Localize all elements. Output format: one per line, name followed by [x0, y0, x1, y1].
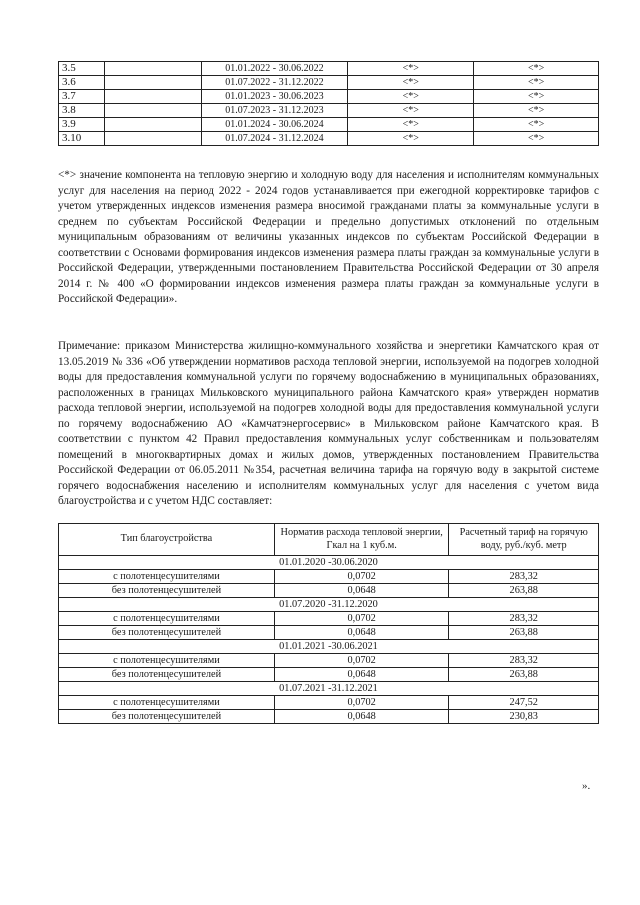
- header-tariff: Расчетный тариф на горячую воду, руб./куб. метр: [449, 524, 599, 556]
- value-cell: <*>: [474, 132, 599, 146]
- row-number: 3.7: [59, 90, 105, 104]
- type-cell: с полотенцесушителями: [59, 570, 275, 584]
- tariff-row: [59, 626, 599, 640]
- component-table-body: [59, 62, 599, 146]
- value-cell: <*>: [348, 132, 474, 146]
- period-cell: 01.07.2023 - 31.12.2023: [201, 104, 348, 118]
- period-cell: 01.07.2024 - 31.12.2024: [201, 132, 348, 146]
- period-label: 01.01.2021 -30.06.2021: [59, 640, 599, 654]
- tariff-cell: 283,32: [449, 612, 599, 626]
- tariff-row: [59, 710, 599, 724]
- value-cell: <*>: [348, 104, 474, 118]
- footnote-paragraph: <*> значение компонента на тепловую энергию и холодную воду для населения и исполнителям коммунальных услуг для населения на период 2022 - 2024 годов устанавливается при ежегодной корректировке тарифов с учетом утвержденных индексов изменения размера вносимой гражданами платы за коммунальные услуги в среднем по субъектам Российской Федерации и предельно допустимых отклонений по отдельным муниципальным образованиям от величины указанных индексов по субъектам Российской Федерации в соответствии с Основами формирования индексов изменения размера платы граждан за коммунальные услуги в Российской Федерации, утвержденными постановлением Правительства Российской Федерации от 30 апреля 2014 г. № 400 «О формировании индексов изменения размера платы граждан за коммунальные услуги в Российской Федерации».: [58, 169, 599, 305]
- row-number: 3.8: [59, 104, 105, 118]
- period-row: [59, 556, 599, 570]
- component-table-row: [59, 90, 599, 104]
- blank-cell: [105, 118, 201, 132]
- tariff-table-header-row: [59, 524, 599, 556]
- value-cell: <*>: [474, 76, 599, 90]
- blank-cell: [105, 90, 201, 104]
- blank-cell: [105, 76, 201, 90]
- header-type: Тип благоустройства: [59, 524, 275, 556]
- period-row: [59, 598, 599, 612]
- component-table-row: [59, 76, 599, 90]
- type-cell: без полотенцесушителей: [59, 584, 275, 598]
- norm-cell: 0,0648: [274, 710, 449, 724]
- row-number: 3.9: [59, 118, 105, 132]
- type-cell: без полотенцесушителей: [59, 668, 275, 682]
- tariff-cell: 230,83: [449, 710, 599, 724]
- type-cell: с полотенцесушителями: [59, 654, 275, 668]
- tariff-row: [59, 654, 599, 668]
- value-cell: <*>: [474, 104, 599, 118]
- value-cell: <*>: [474, 118, 599, 132]
- period-cell: 01.07.2022 - 31.12.2022: [201, 76, 348, 90]
- value-cell: <*>: [348, 118, 474, 132]
- period-label: 01.07.2021 -31.12.2021: [59, 682, 599, 696]
- period-label: 01.07.2020 -31.12.2020: [59, 598, 599, 612]
- tariff-row: [59, 570, 599, 584]
- blank-cell: [105, 132, 201, 146]
- tariff-table: [58, 523, 599, 724]
- header-norm: Норматив расхода тепловой энергии, Гкал на 1 куб.м.: [274, 524, 449, 556]
- type-cell: без полотенцесушителей: [59, 626, 275, 640]
- period-cell: 01.01.2022 - 30.06.2022: [201, 62, 348, 76]
- period-cell: 01.01.2024 - 30.06.2024: [201, 118, 348, 132]
- blank-cell: [105, 104, 201, 118]
- type-cell: без полотенцесушителей: [59, 710, 275, 724]
- tariff-row: [59, 668, 599, 682]
- value-cell: <*>: [474, 62, 599, 76]
- norm-cell: 0,0648: [274, 668, 449, 682]
- norm-cell: 0,0702: [274, 612, 449, 626]
- tariff-cell: 283,32: [449, 570, 599, 584]
- tariff-cell: 263,88: [449, 584, 599, 598]
- norm-cell: 0,0648: [274, 584, 449, 598]
- tariff-cell: 247,52: [449, 696, 599, 710]
- norm-cell: 0,0648: [274, 626, 449, 640]
- period-row: [59, 682, 599, 696]
- norm-cell: 0,0702: [274, 570, 449, 584]
- component-table-row: [59, 132, 599, 146]
- row-number: 3.5: [59, 62, 105, 76]
- component-table-row: [59, 62, 599, 76]
- tariff-row: [59, 584, 599, 598]
- value-cell: <*>: [348, 62, 474, 76]
- norm-cell: 0,0702: [274, 696, 449, 710]
- tariff-row: [59, 696, 599, 710]
- period-cell: 01.01.2023 - 30.06.2023: [201, 90, 348, 104]
- tariff-cell: 263,88: [449, 626, 599, 640]
- period-row: [59, 640, 599, 654]
- note-paragraph: Примечание: приказом Министерства жилищно-коммунального хозяйства и энергетики Камчатского края от 13.05.2019 № 336 «Об утверждении нормативов расхода тепловой энергии, используемой на подогрев холодной воды для предоставления коммунальной услуги по горячему водоснабжению в муниципальных образованиях, расположенных в границах Мильковского муниципального района Камчатского края» утвержден норматив расхода тепловой энергии, используемой на подогрев холодной воды для предоставления коммунальной услуги по горячему водоснабжению АО «Камчатэнергосервис» в Мильковском районе Камчатского края. В соответствии с пунктом 42 Правил предоставления коммунальных услуг собственникам и пользователям помещений в многоквартирных домах и жилых домов, утвержденных постановлением Правительства Российской Федерации от 06.05.2011 №354, расчетная величина тарифа на горячую воду в закрытой системе горячего водоснабжения населению и исполнителям коммунальных услуг для населения с учетом вида благоустройства и с учетом НДС составляет:: [58, 340, 599, 507]
- value-cell: <*>: [348, 76, 474, 90]
- type-cell: с полотенцесушителями: [59, 612, 275, 626]
- tariff-cell: 263,88: [449, 668, 599, 682]
- tariff-table-head: [59, 524, 599, 556]
- component-table: [58, 61, 599, 146]
- norm-cell: 0,0702: [274, 654, 449, 668]
- type-cell: с полотенцесушителями: [59, 696, 275, 710]
- tariff-row: [59, 612, 599, 626]
- period-label: 01.01.2020 -30.06.2020: [59, 556, 599, 570]
- value-cell: <*>: [474, 90, 599, 104]
- row-number: 3.6: [59, 76, 105, 90]
- value-cell: <*>: [348, 90, 474, 104]
- component-table-row: [59, 104, 599, 118]
- row-number: 3.10: [59, 132, 105, 146]
- blank-cell: [105, 62, 201, 76]
- tariff-cell: 283,32: [449, 654, 599, 668]
- tariff-table-body: [59, 556, 599, 724]
- component-table-row: [59, 118, 599, 132]
- closing-mark: ».: [582, 780, 591, 792]
